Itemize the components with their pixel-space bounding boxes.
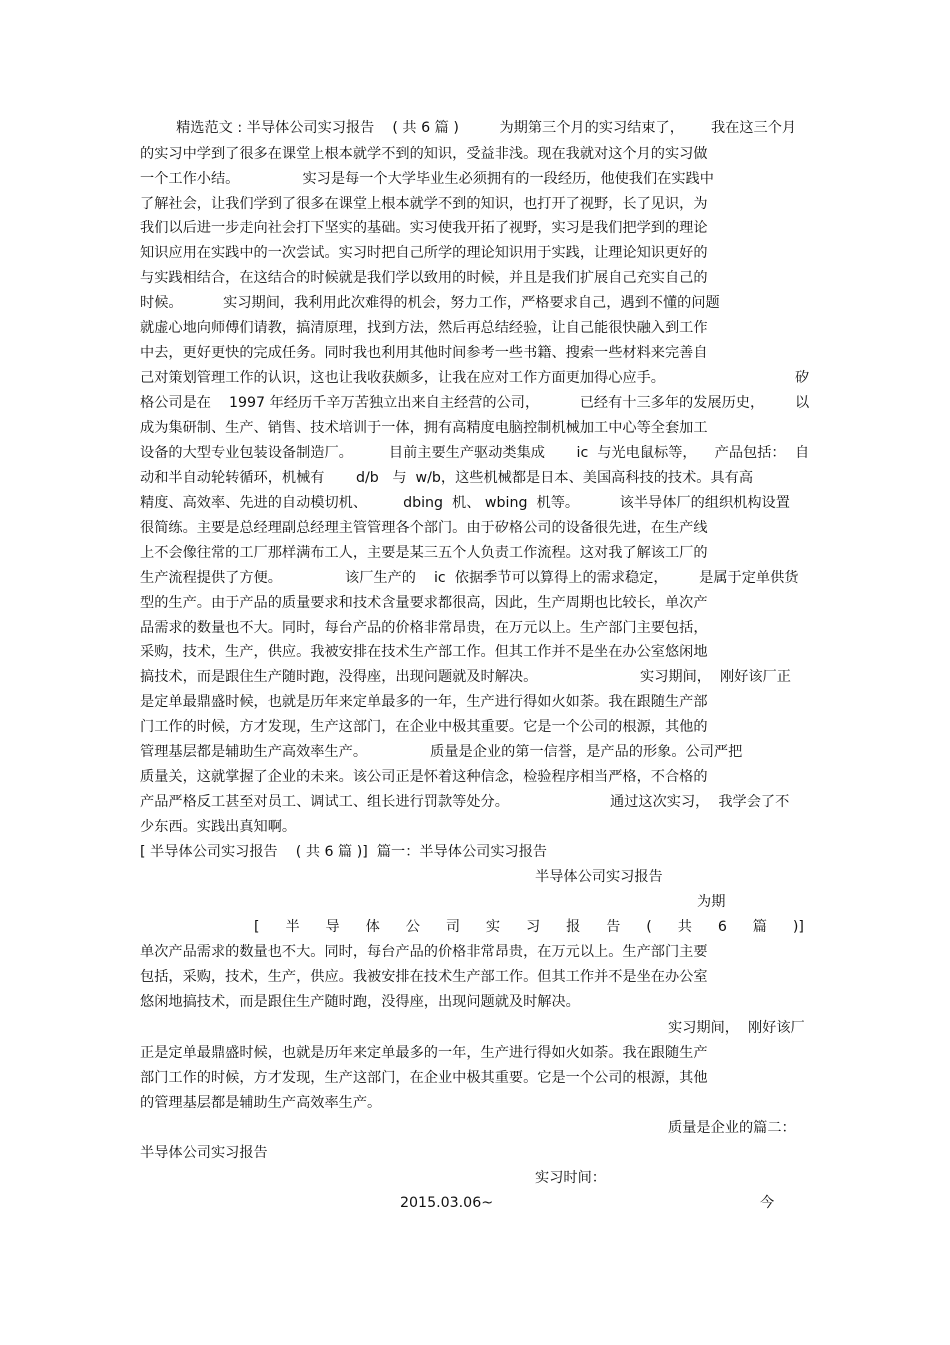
spaced-char: 实 [485, 919, 501, 935]
text-line: 精选范文 : 半导体公司实习报告 ( 共 6 篇 ) 为期第三个月的实习结束了， 我在这三个月 [140, 120, 797, 136]
text-line: 实习时间： [535, 1170, 606, 1186]
text-line: 的实习中学到了很多在课堂上根本就学不到的知识，受益非浅。现在我就对这个月的实习做 [140, 146, 708, 162]
text-line: 质量关，这就掌握了企业的未来。该公司正是怀着这种信念，检验程序相当严格，不合格的 [140, 769, 708, 785]
text-line: 的管理基层都是辅助生产高效率生产。 [140, 1095, 382, 1111]
text-line: 门工作的时候，方才发现，生产这部门，在企业中极其重要。它是一个公司的根源，其他的 [140, 719, 708, 735]
text-line: 一个工作小结。 实习是每一个大学毕业生必须拥有的一段经历，他使我们在实践中 [140, 171, 714, 187]
text-line: 成为集研制、生产、销售、技术培训于一体，拥有高精度电脑控制机械加工中心等全套加工 [140, 420, 708, 436]
text-line: 质量是企业的篇二： [668, 1120, 796, 1136]
article-title: 半导体公司实习报告 [140, 1145, 268, 1161]
text-line: 了解社会，让我们学到了很多在课堂上根本就学不到的知识，也打开了视野，长了见识，为 [140, 196, 708, 212]
text-fragment: 通过这次实习， 我学会了不 [610, 794, 790, 810]
text-line: 很简练。主要是总经理副总经理主管管理各个部门。由于矽格公司的设备很先进，在生产线 [140, 520, 708, 536]
text-line: 搞技术，而是跟住生产随时跑，没得座，出现问题就及时解决。 [140, 669, 538, 685]
spaced-char: 公 [405, 919, 420, 935]
spaced-char: 体 [365, 919, 380, 935]
text-line: 采购，技术，生产，供应。我被安排在技术生产部工作。但其工作并不是坐在办公室悠闲地 [140, 644, 708, 660]
text-line: 部门工作的时候，方才发现，生产这部门，在企业中极其重要。它是一个公司的根源，其他 [140, 1070, 708, 1086]
section-heading: [ 半导体公司实习报告 ( 共 6 篇 )] 篇一：半导体公司实习报告 [140, 844, 548, 860]
spaced-char: 共 [677, 919, 692, 935]
text-line: 少东西。实践出真知啊。 [140, 819, 297, 835]
text-line: 实习期间， 刚好该厂 [668, 1020, 805, 1036]
text-line: 时候。 实习期间，我利用此次难得的机会，努力工作，严格要求自己，遇到不懂的问题 [140, 295, 720, 311]
text-line: 己对策划管理工作的认识，这也让我收获颇多，让我在应对工作方面更加得心应手。 [140, 370, 665, 386]
text-line: 单次产品需求的数量也不大。同时，每台产品的价格非常昂贵，在万元以上。生产部门主要 [140, 944, 708, 960]
text-line: 悠闲地搞技术，而是跟住生产随时跑，没得座，出现问题就及时解决。 [140, 994, 580, 1010]
text-fragment: 实习期间， 刚好该厂正 [640, 669, 791, 685]
text-line: 为期 [697, 894, 726, 910]
text-line: 生产流程提供了方便。 该厂生产的 ic 依据季节可以算得上的需求稳定， 是属于定单供货 [140, 570, 799, 586]
text-line: 是定单最鼎盛时候，也就是历年来定单最多的一年，生产进行得如火如荼。我在跟随生产部 [140, 694, 708, 710]
spaced-char: 司 [445, 919, 461, 935]
text-fragment: 自 [795, 445, 810, 461]
spaced-char: 半 [285, 919, 300, 935]
text-line: 管理基层都是辅助生产高效率生产。 质量是企业的第一信誉，是产品的形象。公司严把 [140, 744, 743, 760]
spaced-title-line [254, 918, 804, 936]
spaced-char: 导 [325, 919, 340, 935]
text-fragment: 矽 [795, 370, 810, 386]
text-line: 包括，采购，技术，生产，供应。我被安排在技术生产部工作。但其工作并不是坐在办公室 [140, 969, 708, 985]
text-line: 动和半自动轮转循环，机械有 d/b 与 w/b，这些机械都是日本、美国高科技的技术。具有高 [140, 470, 754, 486]
text-line: 我们以后进一步走向社会打下坚实的基础。实习使我开拓了视野，实习是我们把学到的理论 [140, 220, 708, 236]
text-line: 正是定单最鼎盛时候，也就是历年来定单最多的一年，生产进行得如火如荼。我在跟随生产 [140, 1045, 708, 1061]
spaced-char: )] [792, 919, 804, 935]
spaced-char: 告 [606, 919, 621, 935]
text-line: 上不会像往常的工厂那样满布工人，主要是某三五个人负责工作流程。这对我了解该工厂的 [140, 545, 708, 561]
text-line: 产品严格反工甚至对员工、调试工、组长进行罚款等处分。 [140, 794, 509, 810]
text-fragment: 今 [760, 1195, 775, 1211]
text-line: 就虚心地向师傅们请教，搞清原理，找到方法，然后再总结经验，让自己能很快融入到工作 [140, 320, 708, 336]
text-line: 中去，更好更快的完成任务。同时我也利用其他时间参考一些书籍、搜索一些材料来完善自 [140, 345, 708, 361]
text-line: 知识应用在实践中的一次尝试。实习时把自己所学的理论知识用于实践，让理论知识更好的 [140, 245, 708, 261]
text-line: 格公司是在 1997 年经历千辛万苦独立出来自主经营的公司， 已经有十三多年的发展历史， [140, 395, 765, 411]
spaced-char: 6 [717, 919, 727, 935]
spaced-char: 篇 [752, 919, 767, 935]
text-line: 品需求的数量也不大。同时，每台产品的价格非常昂贵，在万元以上。生产部门主要包括， [140, 620, 708, 636]
text-line: 与实践相结合，在这结合的时候就是我们学以致用的时候，并且是我们扩展自己充实自己的 [140, 270, 708, 286]
text-fragment: 以 [795, 395, 810, 411]
text-line: 精度、高效率、先进的自动模切机、 dbing 机、 wbing 机等。 该半导体厂的组织机构设置 [140, 495, 790, 511]
date-text: 2015.03.06~ [400, 1195, 494, 1211]
spaced-char: ( [646, 919, 652, 935]
spaced-char: 习 [526, 919, 541, 935]
text-line: 型的生产。由于产品的质量要求和技术含量要求都很高，因此，生产周期也比较长，单次产 [140, 595, 708, 611]
article-title: 半导体公司实习报告 [535, 869, 663, 885]
spaced-char: 报 [566, 919, 581, 935]
text-line: 设备的大型专业包装设备制造厂。 目前主要生产驱动类集成 ic 与光电鼠标等， 产品包括： [140, 445, 786, 461]
spaced-char: [ [254, 919, 260, 935]
